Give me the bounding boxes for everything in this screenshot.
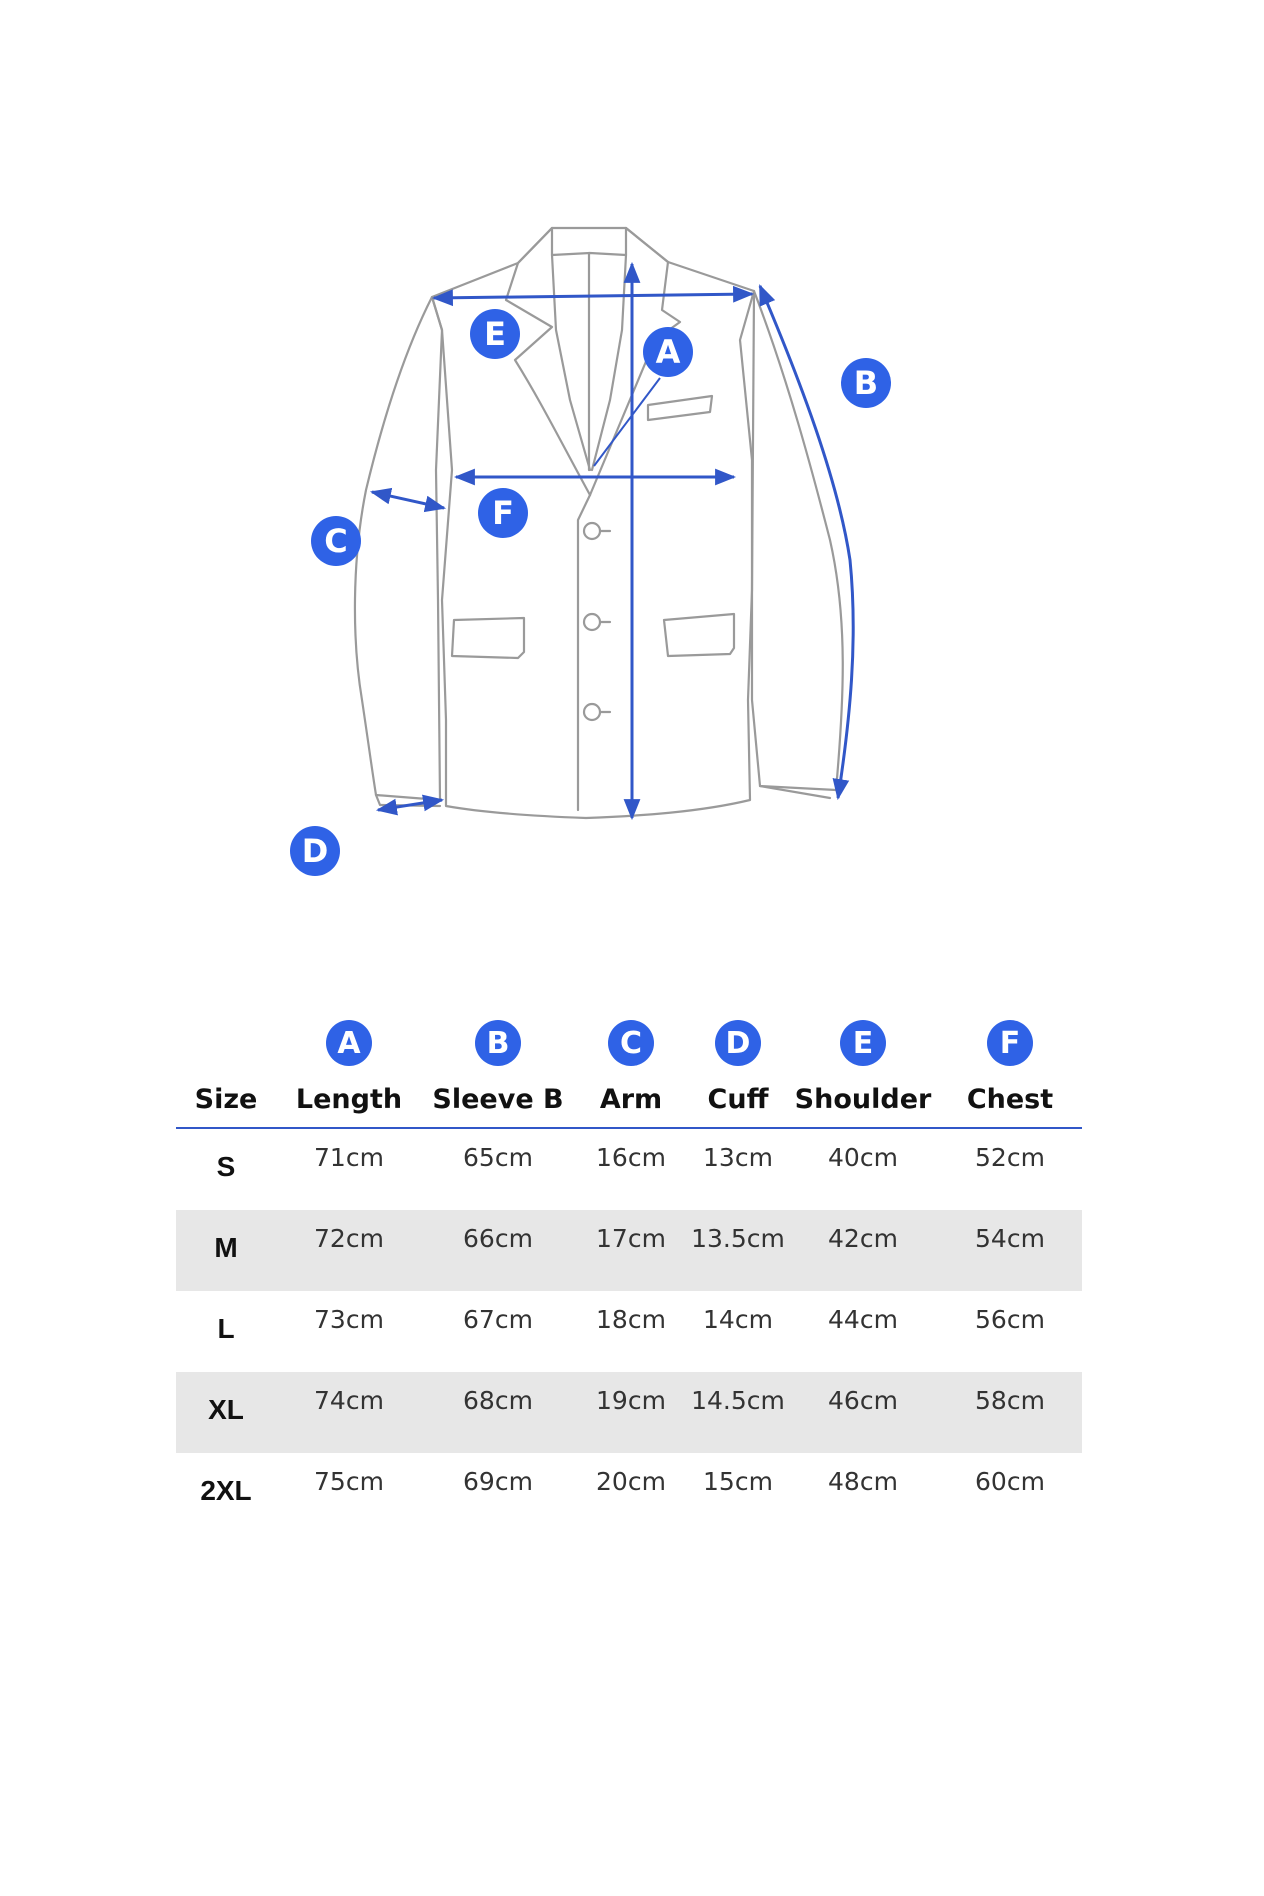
length-cell: 72cm [314, 1224, 384, 1253]
table-row [176, 1291, 1082, 1372]
shoulder-cell: 44cm [828, 1305, 898, 1334]
table-row [176, 1453, 1082, 1534]
badge-A [643, 327, 693, 377]
table-row [176, 1129, 1082, 1210]
badge-E [470, 309, 520, 359]
header-badge-A: A [326, 1020, 372, 1066]
size-cell: XL [208, 1394, 244, 1425]
shoulder-cell: 40cm [828, 1143, 898, 1172]
jacket-chest-pocket [648, 396, 712, 420]
column-header-length: Length [295, 1083, 403, 1115]
cuff-cell: 14.5cm [691, 1386, 785, 1415]
size-cell: L [217, 1313, 235, 1344]
chest-cell: 54cm [975, 1224, 1045, 1253]
jacket-left-lapel [506, 228, 590, 495]
arm-cell: 18cm [596, 1305, 666, 1334]
size-cell: M [214, 1232, 238, 1263]
shoulder-cell: 42cm [828, 1224, 898, 1253]
column-header-shoulder: Shoulder [794, 1083, 932, 1115]
chest-cell: 56cm [975, 1305, 1045, 1334]
table-header [176, 1071, 1082, 1129]
svg-text:F: F [492, 494, 514, 532]
column-header-size: Size [194, 1083, 258, 1115]
chest-cell: 52cm [975, 1143, 1045, 1172]
header-badge-row [176, 1015, 1082, 1071]
svg-text:D: D [301, 832, 329, 870]
svg-text:C: C [324, 522, 348, 560]
column-header-cuff: Cuff [707, 1083, 769, 1115]
svg-text:A: A [655, 333, 681, 371]
jacket-button-2 [584, 614, 600, 630]
shoulder-cell: 46cm [828, 1386, 898, 1415]
badge-D [290, 826, 340, 876]
column-header-sleeve: Sleeve B [432, 1083, 564, 1115]
measure-line-sleeve [760, 286, 853, 798]
sleeve-cell: 68cm [463, 1386, 533, 1415]
size-cell: S [216, 1151, 236, 1182]
cuff-cell: 13cm [703, 1143, 773, 1172]
sleeve-cell: 65cm [463, 1143, 533, 1172]
measure-line-shoulder [434, 294, 752, 298]
chest-cell: 58cm [975, 1386, 1045, 1415]
jacket-collar-inner [552, 228, 626, 255]
chest-cell: 60cm [975, 1467, 1045, 1496]
header-badge-E: E [840, 1020, 886, 1066]
cuff-cell: 13.5cm [691, 1224, 785, 1253]
sleeve-cell: 69cm [463, 1467, 533, 1496]
arm-cell: 19cm [596, 1386, 666, 1415]
length-cell: 73cm [314, 1305, 384, 1334]
header-badge-B: B [475, 1020, 521, 1066]
badge-B [841, 358, 891, 408]
header-badge-D: D [715, 1020, 761, 1066]
length-cell: 75cm [314, 1467, 384, 1496]
measure-line-arm [372, 492, 444, 508]
header-badge-C: C [608, 1020, 654, 1066]
arm-cell: 20cm [596, 1467, 666, 1496]
size-cell: 2XL [200, 1475, 252, 1506]
jacket-outline [355, 228, 843, 818]
jacket-front-placket [578, 495, 590, 810]
cuff-cell: 14cm [703, 1305, 773, 1334]
sleeve-cell: 67cm [463, 1305, 533, 1334]
cuff-cell: 15cm [703, 1467, 773, 1496]
jacket-left-sleeve [355, 297, 442, 800]
length-cell: 74cm [314, 1386, 384, 1415]
jacket-right-pocket [664, 614, 734, 656]
svg-text:E: E [484, 315, 506, 353]
jacket-right-sleeve [752, 291, 843, 790]
header-badge-F: F [987, 1020, 1033, 1066]
shoulder-cell: 48cm [828, 1467, 898, 1496]
table-row [176, 1372, 1082, 1453]
size-chart-table [176, 1015, 1082, 1534]
column-header-chest: Chest [966, 1083, 1054, 1115]
jacket-button-3 [584, 704, 600, 720]
badge-F [478, 488, 528, 538]
svg-text:B: B [853, 364, 879, 402]
length-cell: 71cm [314, 1143, 384, 1172]
badge-C [311, 516, 361, 566]
arm-cell: 17cm [596, 1224, 666, 1253]
column-header-arm: Arm [599, 1083, 663, 1115]
jacket-button-1 [584, 523, 600, 539]
table-row [176, 1210, 1082, 1291]
jacket-left-pocket [452, 618, 524, 658]
sleeve-cell: 66cm [463, 1224, 533, 1253]
arm-cell: 16cm [596, 1143, 666, 1172]
